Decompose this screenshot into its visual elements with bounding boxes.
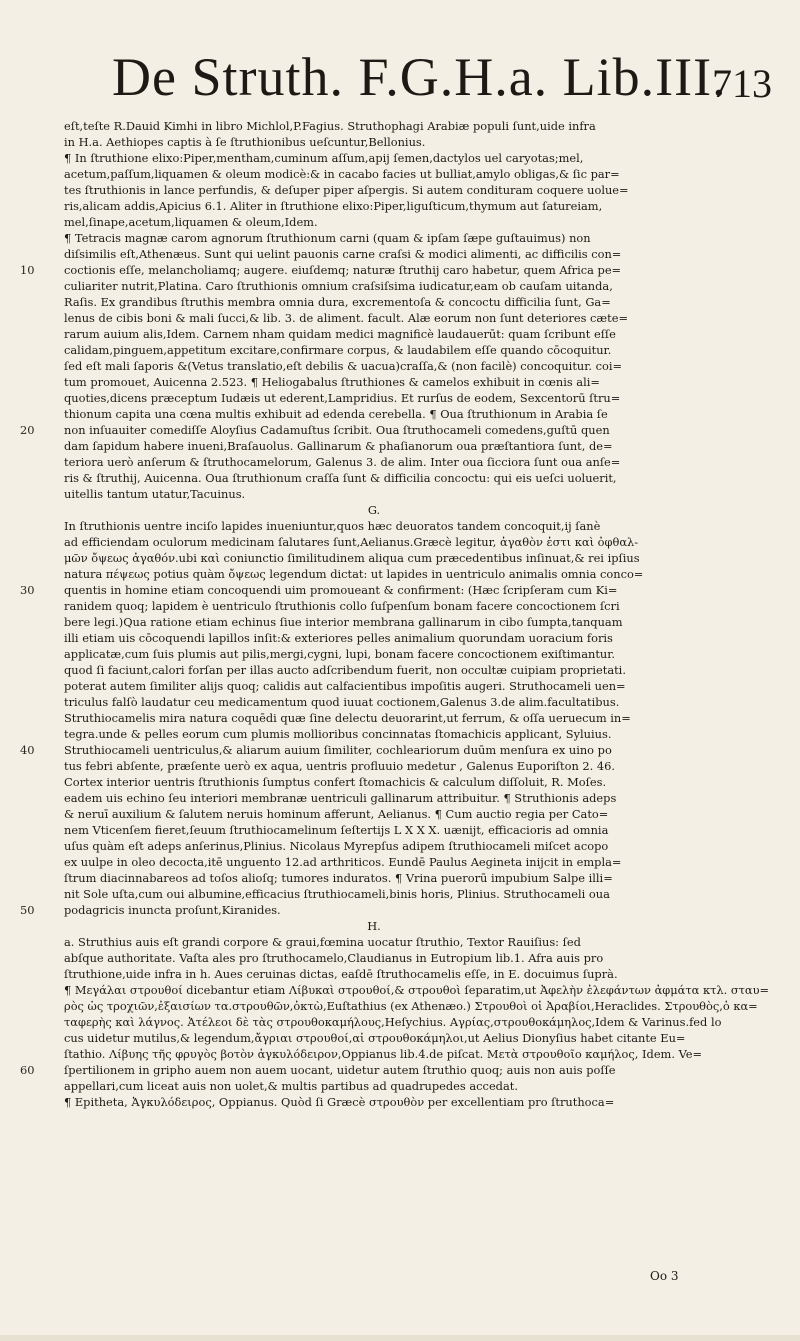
text-line: cus uidetur mutilus,& legendum,ἄγριαι στρουθοί,αἱ στρουθοκάμηλοι,ut Aelius Dionyſius habet citante Eu= bbox=[64, 1031, 686, 1045]
page-header bbox=[0, 42, 800, 112]
text-line: in H.a. Aethiopes captis à ſe ſtruthionibus ueſcuntur,Bellonius. bbox=[64, 135, 426, 149]
text-line: eadem uis echino ſeu interiori membranæ uentriculi gallinarum attribuitur. ¶ Struthionis adeps bbox=[64, 791, 617, 805]
text-line: ſpertilionem in gripho auem non auem uocant, uidetur autem ſtruthio quoq; auis non auis poſſe bbox=[64, 1063, 616, 1077]
text-line: dam ſapidum habere inueni,Braſauolus. Gallinarum & phaſianorum oua præſtantiora ſunt, de= bbox=[64, 439, 613, 453]
text-line: abſque authoritate. Vaſta ales pro ſtruthocamelo,Claudianus in Eutropium lib.1. Afra auis pro bbox=[64, 951, 604, 965]
text-line: ris & ſtruthij, Auicenna. Oua ſtruthionum craſſa ſunt & difficilia concoctu: qui eis ueſci uoluerit, bbox=[64, 471, 617, 485]
text-line: quentis in homine etiam concoquendi uim promoueant & confirment: (Hæc ſcripſeram cum Ki= bbox=[64, 583, 618, 597]
page-edge bbox=[0, 1335, 800, 1341]
text-line: quod ſi faciunt,calori forſan per illas aucto adſcribendum fuerit, non occultæ cuipiam proprietati. bbox=[64, 663, 626, 677]
text-line: nem Vticenſem fieret,ſeuum ſtruthiocamelinum ſeſtertijs L X X X. uænijt, efficacioris ad omnia bbox=[64, 823, 609, 837]
section-letter: H. bbox=[367, 919, 381, 933]
text-line: Struthiocameli uentriculus,& aliarum auium ſimiliter, cochleariorum duūm menſura ex uino po bbox=[64, 743, 612, 757]
text-line: tus febri abſente, præſente uerò ex aqua, uentris profluuio medetur , Galenus Euporiſton 2. 46. bbox=[64, 759, 616, 773]
text-line: ¶ Tetracis magnæ carom agnorum ſtruthionum carni (quam & ipſam ſæpe guſtauimus) non bbox=[64, 231, 591, 245]
text-line: calidam,pinguem,appetitum excitare,confirmare corpus, & laudabilem eſſe quando cōcoquitur. bbox=[64, 343, 612, 357]
margin-line-number: 40 bbox=[20, 743, 35, 757]
text-line: ſtrum diacinnabareos ad toſos alioſq; tumores induratos. ¶ Vrina puerorū impubium Salpe illi= bbox=[64, 871, 613, 885]
margin-line-number: 30 bbox=[20, 583, 35, 597]
text-line: culiariter nutrit,Platina. Caro ſtruthionis omnium craſsiſsima iudicatur,eam ob cauſam uitanda, bbox=[64, 279, 613, 293]
text-line: ad efficiendam oculorum medicinam ſalutares ſunt,Aelianus.Græcè legitur, ἀγαθὸν ἐστι καὶ ὀφθαλ- bbox=[64, 535, 639, 549]
text-line: ex uulpe in oleo decocta,itē unguento 12.ad arthriticos. Eundē Paulus Aegineta inijcit in empla= bbox=[64, 855, 622, 869]
text-line: mel,ſinape,acetum,liquamen & oleum,Idem. bbox=[64, 215, 318, 229]
margin-line-number: 10 bbox=[20, 263, 35, 277]
text-line: ris,alicam addis,Apicius 6.1. Aliter in ſtruthione elixo:Piper,liguſticum,thymum aut ſatureiam, bbox=[64, 199, 603, 213]
text-line: Cortex interior uentris ſtruthionis ſumptus confert ſtomachicis & calculum diſſoluit, R. Moſes. bbox=[64, 775, 607, 789]
text-line: ranidem quoq; lapidem è uentriculo ſtruthionis collo ſuſpenſum bonam facere concoctionem ſcri bbox=[64, 599, 620, 613]
text-line: poterat autem ſimiliter alijs quoq; calidis aut calfacientibus impoſitis augeri. Struthocameli uen= bbox=[64, 679, 626, 693]
text-line: non inſuauiter comediſſe Aloyſius Cadamuſtus ſcribit. Oua ſtruthocameli comedens,guſtū quen bbox=[64, 423, 610, 437]
text-line: Raſis. Ex grandibus ſtruthis membra omnia dura, excrementoſa & concoctu difficilia ſunt, Ga= bbox=[64, 295, 611, 309]
text-line: uitellis tantum utatur,Tacuinus. bbox=[64, 487, 246, 501]
text-line: rarum auium alis,Idem. Carnem nham quidam medici magnificè laudauerūt: quam ſcribunt eſſe bbox=[64, 327, 616, 341]
text-line: quoties,dicens præceptum Iudæis ut ederent,Lampridius. Et rurſus de eodem, Sexcentorū ſtru= bbox=[64, 391, 621, 405]
text-line: ¶ In ſtruthione elixo:Piper,mentham,cuminum aſſum,apij ſemen,dactylos uel caryotas;mel, bbox=[64, 151, 584, 165]
text-line: natura πέψεως potius quàm ὄψεως legendum dictat: ut lapides in uentriculo animalis omnia conco= bbox=[64, 567, 644, 581]
catchword: Oo 3 bbox=[650, 1269, 679, 1283]
text-line: coctionis eſſe, melancholiamq; augere. eiuſdemq; naturæ ſtruthij caro habetur, quem Africa pe= bbox=[64, 263, 622, 277]
running-title: De Struth. F.G.H.a. Lib.III. bbox=[112, 47, 727, 107]
text-line: ſtathio. Λίβυης τῆς φρυγὸς βοτὸν ἀγκυλόδειρον,Oppianus lib.4.de piſcat. Μετὰ στρουθοῖο καμήλος, Idem. Ve= bbox=[64, 1047, 703, 1061]
text-line: appellari,cum liceat auis non uolet,& multis partibus ad quadrupedes accedat. bbox=[64, 1079, 518, 1093]
text-line: tes ſtruthionis in lance perfundis, & deſuper piper aſpergis. Si autem condituram coquere uolue= bbox=[64, 183, 629, 197]
text-line: podagricis inuncta proſunt,Kiranides. bbox=[64, 903, 281, 917]
text-line: Struthiocamelis mira natura coquēdi quæ ſine delectu deuorarint,ut ferrum, & oſſa ueruecum in= bbox=[64, 711, 631, 725]
text-line: applicatæ,cum ſuis plumis aut pilis,mergi,cygni, lupi, bonam facere concoctionem exiſtimantur. bbox=[64, 647, 616, 661]
text-line: thionum capita una cœna multis exhibuit ad edenda cerebella. ¶ Oua ſtruthionum in Arabia ſe bbox=[64, 407, 608, 421]
text-line: ¶ Μεγάλαι στρουθοί dicebantur etiam Λίβυκαὶ στρουθοί,& στρουθοὶ ſeparatim,ut Ἀφελὴν ἐλεφάντων ἀφμάτα κτλ. σταυ= bbox=[64, 983, 770, 997]
text-line: teriora uerò anſerum & ſtruthocamelorum, Galenus 3. de alim. Inter oua ſicciora ſunt oua anſe= bbox=[64, 455, 621, 469]
text-line: ταφερὴς καὶ λάγνος. Ἀτέλεοι δὲ τὰς στρουθοκαμήλους,Heſychius. Αγρίας,στρουθοκάμηλος,Idem & Varinus.fed lo bbox=[64, 1015, 722, 1029]
text-line: eſt,teſte R.Dauid Kimhi in libro Michlol,P.Fagius. Struthophagi Arabiæ populi ſunt,uide infra bbox=[64, 119, 596, 133]
text-line: bere legi.)Qua ratione etiam echinus ſiue interior membrana gallinarum in cibo ſumpta,tanquam bbox=[64, 615, 623, 629]
text-line: uſus quàm eſt adeps anſerinus,Plinius. Nicolaus Myrepſus adipem ſtruthiocameli miſcet acopo bbox=[64, 839, 609, 853]
text-line: ρὸς ὡς τροχιῶν,ἐξαισίων τα.στρουθῶν,ὁκτὼ,Euſtathius (ex Athenæo.) Στρουθοὶ οἱ Ἀραβίοι,Heraclides. Στρουθὸς,ὁ κα= bbox=[64, 999, 758, 1013]
text-line: lenus de cibis boni & mali ſucci,& lib. 3. de aliment. facult. Alæ eorum non ſunt deteriores cæte= bbox=[64, 311, 628, 325]
text-line: illi etiam uis cōcoquendi lapillos inſit:& exteriores pelles animalium quorundam uoracium foris bbox=[64, 631, 613, 645]
text-line: μῶν ὄψεως ἀγαθόν.ubi καὶ coniunctio ſimilitudinem aliqua cum præcedentibus inſinuat,& rei ipſius bbox=[64, 551, 640, 565]
text-line: tum promouet, Auicenna 2.523. ¶ Heliogabalus ſtruthiones & camelos exhibuit in cœnis ali= bbox=[64, 375, 600, 389]
text-line: In ſtruthionis uentre inciſo lapides inueniuntur,quos hæc deuoratos tandem concoquit,ij ſanè bbox=[64, 519, 601, 533]
text-line: acetum,paſſum,liquamen & oleum modicè:& in cacabo facies ut bulliat,amylo obligas,& ſic par= bbox=[64, 167, 620, 181]
page-number: 713 bbox=[712, 61, 772, 106]
text-line: ſed eſt mali ſaporis &(Vetus translatio,eſt debilis & uacua)craſſa,& (non facilè) concoquitur. coi= bbox=[64, 359, 623, 373]
margin-line-number: 60 bbox=[20, 1063, 35, 1077]
section-letter: G. bbox=[367, 503, 381, 517]
text-line: a. Struthius auis eſt grandi corpore & graui,fœmina uocatur ſtruthio, Textor Rauiſius: ſed bbox=[64, 935, 581, 949]
margin-line-number: 20 bbox=[20, 423, 35, 437]
text-line: & neruī auxilium & ſalutem neruis hominum afferunt, Aelianus. ¶ Cum auctio regia per Cato= bbox=[64, 807, 609, 821]
text-line: nit Sole uſta,cum oui albumine,efficacius ſtruthiocameli,binis horis, Plinius. Struthocameli oua bbox=[64, 887, 610, 901]
text-line: ¶ Epitheta, Ἀγκυλόδειρος, Oppianus. Quòd ſi Græcè στρουθὸν per excellentiam pro ſtruthoca= bbox=[64, 1095, 615, 1109]
text-line: triculus falſò laudatur ceu medicamentum quod iuuat coctionem,Galenus 3.de alim.facultatibus. bbox=[64, 695, 620, 709]
text-line: tegra.unde & pelles eorum cum plumis mollioribus concinnatas ſtomachicis applicant, Syluius. bbox=[64, 727, 612, 741]
text-line: diſsimilis eſt,Athenæus. Sunt qui uelint pauonis carne craſsi & modici alimenti, ac difficilis con= bbox=[64, 247, 622, 261]
margin-line-number: 50 bbox=[20, 903, 35, 917]
text-line: ſtruthione,uide infra in h. Aues ceruinas dictas, eaſdē ſtruthocamelis eſſe, in E. docuimus ſuprà. bbox=[64, 967, 618, 981]
